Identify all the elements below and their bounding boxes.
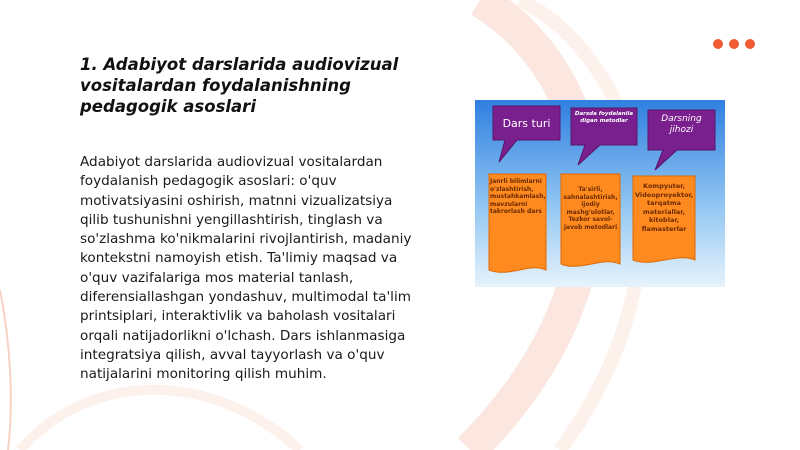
callout-label: Dars turi — [502, 117, 551, 130]
card-text: Janrli bilimlarni o'zlashtirish, mustahkamlash, mavzularni takrorlash dars — [490, 178, 546, 215]
dot-icon — [745, 39, 755, 49]
diagram-image — [475, 100, 725, 287]
dot-icon — [729, 39, 739, 49]
menu-dots — [713, 39, 755, 49]
slide-title: 1. Adabiyot darslarida audiovizual vositalardan foydalanishning pedagogik asoslari — [80, 55, 399, 116]
slide-body: Adabiyot darslarida audiovizual vositalardan foydalanish pedagogik asoslari: o'quv motivatsiyasini oshirish, matnni vizualizatsiya qilib tushunishni yengillashtirish, tinglash va so'zlashma ko'nikmalarini rivojlantirish, madaniy kontekstni namoyish etish. Ta'limiy maqsad va o'quv vazifalariga mos material tanlash, diferensiallashgan yondashuv, multimodal ta'lim printsiplari, interaktivlik va baholash vositalari orqali natijadorlikni o'lchash. Dars ishlanmasiga integratsiya qilish, avval tayyorlash va o'quv natijalarini monitoring qilish muhim. — [80, 154, 412, 383]
card-text: Kompyuter, Videoproyektor, tarqatma materiallar, kitoblar, flamasterlar — [635, 182, 694, 233]
card-text: Ta'sirli, sahnalashtirish, ijodiy mashg'ulotlar, Tezkor savol-javob metodlari — [563, 186, 618, 231]
dot-icon — [713, 39, 723, 49]
callout-label: Darsning jihozi — [661, 114, 702, 135]
callout-label: Darsda foydalanila digan metodlar — [574, 111, 634, 124]
